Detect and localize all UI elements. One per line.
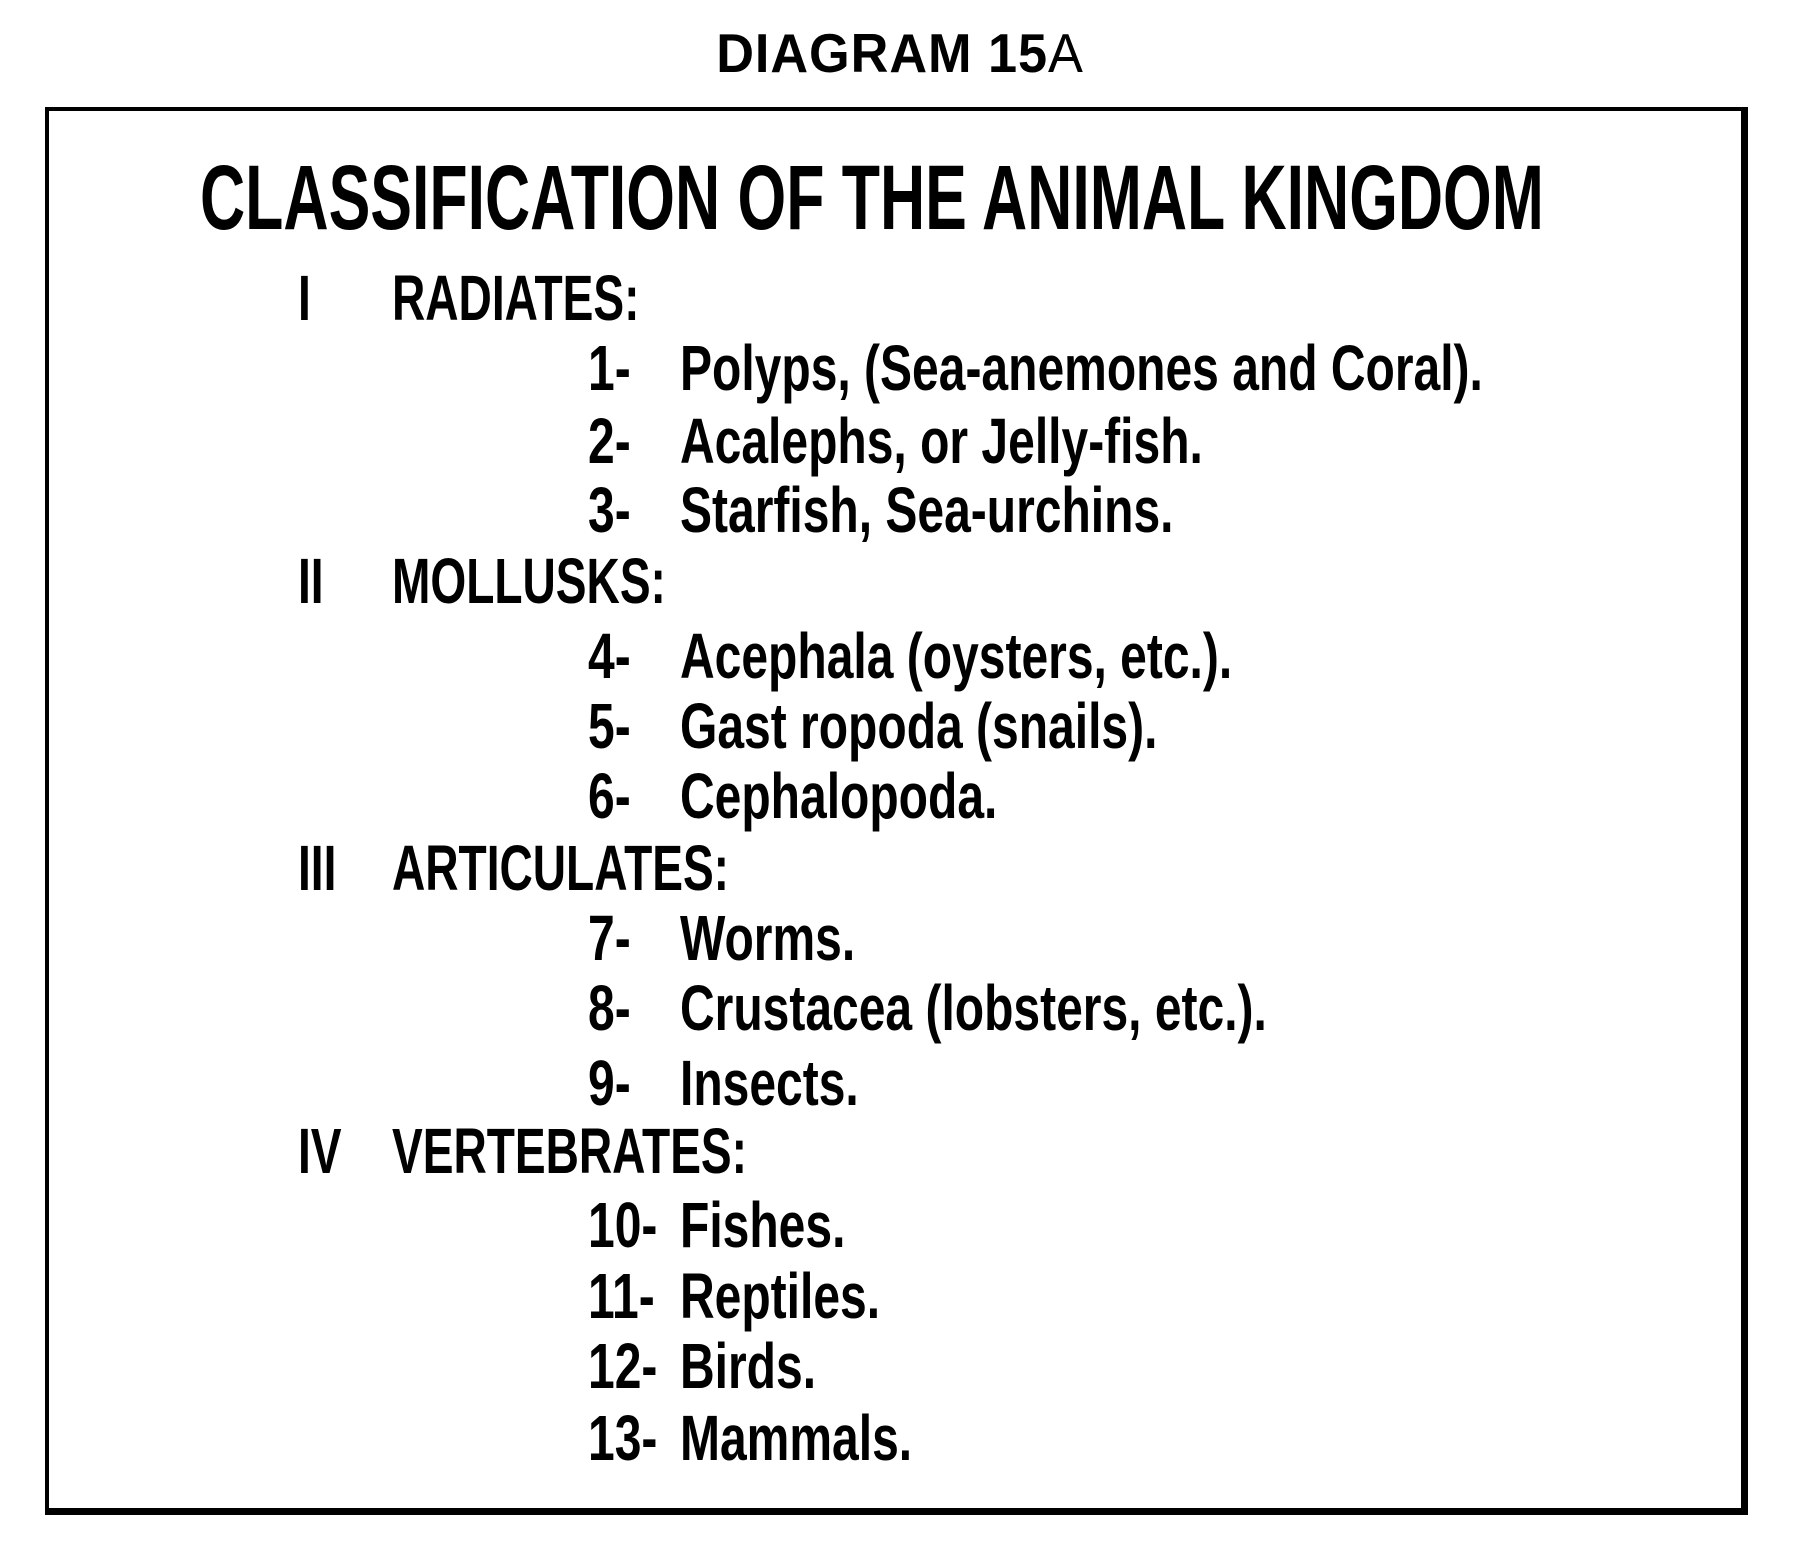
diagram-caption-number: DIAGRAM 15 [716, 22, 1048, 84]
item-number: 12- [588, 1330, 658, 1402]
item-text: Cephalopoda. [680, 760, 998, 832]
list-item-polyps [0, 332, 1800, 406]
section-numeral: II [298, 545, 324, 617]
item-text: Birds. [680, 1330, 817, 1402]
item-text: Gast ropoda (snails). [680, 690, 1158, 762]
item-number: 2- [588, 405, 631, 477]
section-name: ARTICULATES: [392, 832, 730, 904]
item-number: 13- [588, 1402, 658, 1474]
section-name: MOLLUSKS: [392, 545, 666, 617]
section-numeral: IV [298, 1115, 342, 1187]
diagram-caption-letter: A [1047, 22, 1084, 84]
list-item-mammals [0, 1402, 1800, 1476]
list-item-fishes [0, 1189, 1800, 1263]
list-item-birds [0, 1330, 1800, 1404]
list-item-insects [0, 1047, 1800, 1121]
item-number: 5- [588, 690, 631, 762]
item-text: Worms. [680, 902, 856, 974]
item-number: 3- [588, 474, 631, 546]
item-number: 11- [588, 1260, 655, 1332]
item-number: 10- [588, 1189, 658, 1261]
item-number: 8- [588, 972, 631, 1044]
item-text: Polyps, (Sea-anemones and Coral). [680, 332, 1483, 404]
section-header-vertebrates [0, 1115, 1800, 1189]
list-item-acephala [0, 620, 1800, 694]
item-text: Starfish, Sea-urchins. [680, 474, 1174, 546]
section-numeral: III [298, 832, 337, 904]
diagram-caption [45, 22, 1755, 84]
item-text: Acalephs, or Jelly-fish. [680, 405, 1203, 477]
item-number: 7- [588, 902, 631, 974]
section-name: VERTEBRATES: [392, 1115, 748, 1187]
section-header-radiates [0, 262, 1800, 336]
list-item-gastropoda [0, 690, 1800, 764]
item-text: Acephala (oysters, etc.). [680, 620, 1233, 692]
item-number: 4- [588, 620, 631, 692]
section-name: RADIATES: [392, 262, 640, 334]
page-title: CLASSIFICATION OF THE ANIMAL KINGDOM [200, 147, 1544, 249]
section-numeral: I [298, 262, 311, 334]
item-text: Mammals. [680, 1402, 913, 1474]
item-text: Insects. [680, 1047, 859, 1119]
list-item-acalephs [0, 405, 1800, 479]
list-item-starfish [0, 474, 1800, 548]
item-text: Crustacea (lobsters, etc.). [680, 972, 1267, 1044]
section-header-mollusks [0, 545, 1800, 619]
item-number: 9- [588, 1047, 631, 1119]
section-header-articulates [0, 832, 1800, 906]
item-number: 6- [588, 760, 631, 832]
item-text: Fishes. [680, 1189, 846, 1261]
list-item-reptiles [0, 1260, 1800, 1334]
list-item-cephalopoda [0, 760, 1800, 834]
item-text: Reptiles. [680, 1260, 881, 1332]
list-item-worms [0, 902, 1800, 976]
item-number: 1- [588, 332, 631, 404]
list-item-crustacea [0, 972, 1800, 1046]
